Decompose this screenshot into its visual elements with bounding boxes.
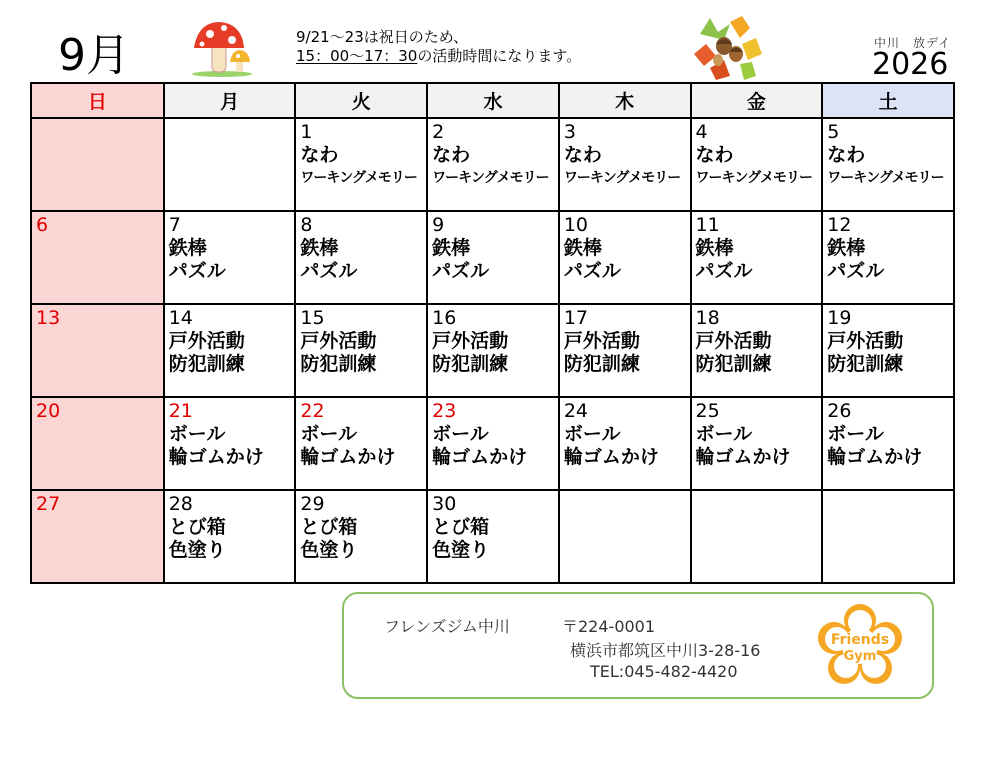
- activity-2: 防犯訓練: [300, 353, 377, 375]
- activity-2: 色塗り: [432, 539, 490, 561]
- day-cell: [691, 118, 823, 211]
- day-number: 3: [563, 121, 576, 143]
- weekday-fri: 金: [691, 83, 823, 118]
- day-cell: [559, 118, 691, 211]
- calendar-week-row: [31, 118, 954, 211]
- day-cell: [295, 211, 427, 304]
- activity-1: 鉄棒: [300, 237, 339, 259]
- calendar-week-row: [31, 211, 954, 304]
- activity-2: ワーキングメモリー: [300, 170, 417, 186]
- logo-text-friends: Friends: [830, 632, 890, 648]
- day-cell: [427, 397, 559, 490]
- activity-2: 防犯訓練: [432, 353, 509, 375]
- activity-2: 輪ゴムかけ: [695, 446, 791, 468]
- day-number: 26: [827, 400, 852, 422]
- activity-2: 防犯訓練: [695, 353, 772, 375]
- calendar-table: [30, 82, 955, 584]
- activity-2: パズル: [300, 260, 358, 282]
- notice-line-1: 9/21〜23は祝日のため、: [296, 28, 469, 46]
- day-cell: [295, 397, 427, 490]
- activity-1: 鉄棒: [168, 237, 207, 259]
- day-cell: [691, 397, 823, 490]
- activity-1: ボール: [168, 423, 226, 445]
- day-number: 23: [432, 400, 457, 422]
- holiday-notice: [296, 28, 581, 66]
- activity-2: 色塗り: [300, 539, 358, 561]
- day-number: 16: [432, 307, 457, 329]
- day-cell: [691, 211, 823, 304]
- day-cell: [164, 490, 296, 583]
- activity-2: ワーキングメモリー: [695, 170, 812, 186]
- day-number: 27: [36, 493, 61, 515]
- activity-1: なわ: [300, 144, 339, 166]
- day-number: 20: [36, 400, 61, 422]
- weekday-sun: 日: [31, 83, 164, 118]
- day-cell: [164, 118, 296, 211]
- day-cell: [822, 397, 954, 490]
- activity-2: ワーキングメモリー: [432, 170, 549, 186]
- day-number: 4: [695, 121, 708, 143]
- day-cell: [691, 490, 823, 583]
- day-cell: [295, 118, 427, 211]
- activity-1: とび箱: [168, 516, 226, 538]
- activity-1: ボール: [300, 423, 358, 445]
- day-cell: [295, 304, 427, 397]
- day-number: 21: [168, 400, 193, 422]
- activity-2: 輪ゴムかけ: [168, 446, 264, 468]
- day-number: 30: [432, 493, 457, 515]
- day-cell: [427, 304, 559, 397]
- activity-1: 戸外活動: [563, 330, 640, 352]
- activity-2: 輪ゴムかけ: [563, 446, 659, 468]
- friends-gym-logo: [816, 604, 904, 688]
- activity-1: 鉄棒: [432, 237, 471, 259]
- weekday-mon: 月: [164, 83, 296, 118]
- activity-1: 鉄棒: [695, 237, 734, 259]
- day-cell: [822, 118, 954, 211]
- day-number: 2: [432, 121, 445, 143]
- activity-1: 鉄棒: [827, 237, 866, 259]
- activity-1: 戸外活動: [432, 330, 509, 352]
- year-label: 2026: [872, 47, 949, 82]
- day-cell: [31, 118, 164, 211]
- activity-2: パズル: [695, 260, 753, 282]
- day-cell: [295, 490, 427, 583]
- telephone: TEL:045-482-4420: [590, 662, 738, 681]
- facility-name: フレンズジム中川: [384, 617, 510, 636]
- activity-1: なわ: [563, 144, 602, 166]
- activity-1: 戸外活動: [168, 330, 245, 352]
- footer-info-box: [342, 592, 934, 699]
- activity-1: ボール: [695, 423, 753, 445]
- day-cell: [31, 490, 164, 583]
- day-cell: [31, 211, 164, 304]
- calendar-week-row: [31, 304, 954, 397]
- activity-1: とび箱: [432, 516, 490, 538]
- day-cell: [427, 211, 559, 304]
- day-cell: [559, 490, 691, 583]
- activity-2: パズル: [563, 260, 621, 282]
- weekday-tue: 火: [295, 83, 427, 118]
- day-number: 10: [563, 214, 589, 236]
- activity-1: 戸外活動: [827, 330, 904, 352]
- activity-2: 防犯訓練: [563, 353, 640, 375]
- day-number: 13: [36, 307, 61, 329]
- mushroom-icon: [188, 18, 258, 78]
- day-cell: [427, 490, 559, 583]
- day-number: 24: [563, 400, 589, 422]
- activity-2: 輪ゴムかけ: [827, 446, 923, 468]
- autumn-leaves-icon: [690, 14, 766, 84]
- day-number: 14: [168, 307, 193, 329]
- activity-2: パズル: [827, 260, 885, 282]
- weekday-wed: 水: [427, 83, 559, 118]
- day-number: 19: [827, 307, 852, 329]
- activity-2: ワーキングメモリー: [563, 170, 681, 186]
- activity-1: 戸外活動: [300, 330, 377, 352]
- day-number: 15: [300, 307, 325, 329]
- activity-1: なわ: [432, 144, 471, 166]
- weekday-thu: 木: [559, 83, 691, 118]
- activity-2: 輪ゴムかけ: [432, 446, 528, 468]
- day-number: 5: [827, 121, 840, 143]
- activity-1: ボール: [827, 423, 884, 445]
- weekday-sat: 土: [822, 83, 954, 118]
- postal-code: 〒224-0001: [562, 617, 656, 636]
- day-number: 11: [695, 214, 720, 236]
- day-number: 6: [36, 214, 49, 236]
- day-number: 18: [695, 307, 720, 329]
- org-label: 中川 放デイ: [874, 36, 952, 50]
- day-cell: [822, 490, 954, 583]
- activity-2: 防犯訓練: [827, 353, 904, 375]
- day-cell: [31, 397, 164, 490]
- day-cell: [164, 397, 296, 490]
- day-number: 25: [695, 400, 720, 422]
- day-number: 9: [432, 214, 445, 236]
- address: 横浜市都筑区中川3-28-16: [570, 641, 761, 660]
- day-cell: [691, 304, 823, 397]
- activity-1: 鉄棒: [563, 237, 602, 259]
- day-number: 17: [563, 307, 589, 329]
- calendar-week-row: [31, 397, 954, 490]
- notice-time: 15：00〜17：30: [296, 47, 418, 65]
- day-cell: [822, 304, 954, 397]
- day-cell: [427, 118, 559, 211]
- activity-1: ボール: [432, 423, 489, 445]
- activity-2: 色塗り: [168, 539, 226, 561]
- weekday-header-row: [31, 83, 954, 118]
- day-cell: [164, 304, 296, 397]
- activity-1: とび箱: [300, 516, 358, 538]
- activity-2: 防犯訓練: [168, 353, 245, 375]
- activity-2: パズル: [168, 260, 226, 282]
- activity-1: なわ: [827, 144, 866, 166]
- day-number: 8: [300, 214, 313, 236]
- day-cell: [559, 211, 691, 304]
- day-cell: [559, 304, 691, 397]
- calendar-week-row: [31, 490, 954, 583]
- activity-1: なわ: [695, 144, 734, 166]
- day-number: 29: [300, 493, 325, 515]
- day-number: 22: [300, 400, 325, 422]
- activity-2: 輪ゴムかけ: [300, 446, 396, 468]
- logo-text-gym: Gym: [843, 649, 877, 664]
- day-number: 28: [168, 493, 193, 515]
- activity-2: ワーキングメモリー: [827, 170, 944, 186]
- day-cell: [559, 397, 691, 490]
- day-cell: [164, 211, 296, 304]
- day-number: 7: [168, 214, 181, 236]
- activity-1: 戸外活動: [695, 330, 772, 352]
- activity-1: ボール: [563, 423, 621, 445]
- day-cell: [822, 211, 954, 304]
- activity-2: パズル: [432, 260, 490, 282]
- notice-rest: の活動時間になります。: [417, 47, 582, 65]
- day-cell: [31, 304, 164, 397]
- day-number: 1: [300, 121, 313, 143]
- month-title: 9月: [58, 30, 130, 81]
- day-number: 12: [827, 214, 852, 236]
